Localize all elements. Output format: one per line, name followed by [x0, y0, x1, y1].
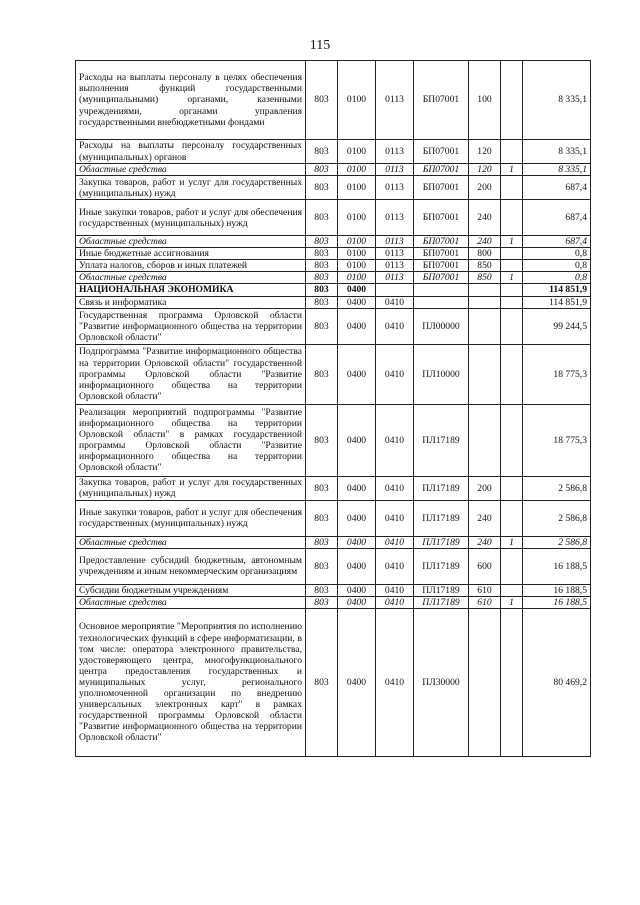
cell-funding-source: [501, 404, 523, 476]
cell-subsection-code: 0113: [376, 272, 414, 284]
cell-target-article: ПЛ17189: [414, 500, 469, 536]
cell-subsection-code: 0410: [376, 308, 414, 344]
table-row: [76, 296, 591, 308]
cell-target-article: ПЛ17189: [414, 596, 469, 608]
cell-section-code: 0100: [338, 236, 376, 248]
table-row: [76, 61, 591, 140]
cell-target-article: БП07001: [414, 200, 469, 236]
cell-target-article: БП07001: [414, 176, 469, 200]
cell-expense-type: 100: [469, 61, 501, 140]
cell-funding-source: [501, 584, 523, 596]
table-row: [76, 260, 591, 272]
cell-name: Областные средства: [76, 236, 306, 248]
cell-expense-type: [469, 308, 501, 344]
cell-expense-type: [469, 404, 501, 476]
cell-amount: 8 335,1: [523, 61, 591, 140]
table-row: [76, 596, 591, 608]
cell-target-article: ПЛ17189: [414, 548, 469, 584]
cell-target-article: БП07001: [414, 272, 469, 284]
cell-expense-type: [469, 608, 501, 756]
cell-funding-source: 1: [501, 536, 523, 548]
cell-funding-source: [501, 176, 523, 200]
cell-subsection-code: 0410: [376, 608, 414, 756]
cell-expense-type: 610: [469, 584, 501, 596]
cell-subsection-code: 0113: [376, 164, 414, 176]
cell-expense-type: 200: [469, 476, 501, 500]
cell-amount: 2 586,8: [523, 536, 591, 548]
cell-amount: 114 851,9: [523, 296, 591, 308]
cell-department-code: 803: [306, 260, 338, 272]
cell-amount: 18 775,3: [523, 344, 591, 404]
table-row: [76, 164, 591, 176]
cell-amount: 8 335,1: [523, 140, 591, 164]
cell-section-code: 0400: [338, 500, 376, 536]
cell-expense-type: 240: [469, 200, 501, 236]
cell-section-code: 0400: [338, 284, 376, 296]
cell-target-article: ПЛ17189: [414, 584, 469, 596]
table-row: [76, 548, 591, 584]
cell-target-article: ПЛ30000: [414, 608, 469, 756]
cell-target-article: ПЛ17189: [414, 404, 469, 476]
cell-subsection-code: 0113: [376, 248, 414, 260]
cell-expense-type: 610: [469, 596, 501, 608]
cell-department-code: 803: [306, 404, 338, 476]
cell-funding-source: 1: [501, 164, 523, 176]
cell-target-article: ПЛ17189: [414, 536, 469, 548]
cell-amount: 16 188,5: [523, 596, 591, 608]
cell-department-code: 803: [306, 164, 338, 176]
cell-section-code: 0400: [338, 584, 376, 596]
cell-name: Предоставление субсидий бюджетным, автономным учреждениям и иным некоммерческим организациям: [76, 548, 306, 584]
table-row: [76, 344, 591, 404]
cell-amount: 18 775,3: [523, 404, 591, 476]
cell-section-code: 0400: [338, 596, 376, 608]
cell-section-code: 0400: [338, 536, 376, 548]
cell-target-article: БП07001: [414, 164, 469, 176]
cell-name: Областные средства: [76, 536, 306, 548]
cell-section-code: 0100: [338, 260, 376, 272]
cell-subsection-code: 0410: [376, 500, 414, 536]
cell-name: Областные средства: [76, 164, 306, 176]
table-row: [76, 176, 591, 200]
cell-amount: 0,8: [523, 260, 591, 272]
cell-section-code: 0400: [338, 608, 376, 756]
cell-name: Закупка товаров, работ и услуг для государственных (муниципальных) нужд: [76, 176, 306, 200]
cell-amount: 0,8: [523, 248, 591, 260]
cell-funding-source: [501, 260, 523, 272]
cell-section-code: 0100: [338, 200, 376, 236]
cell-name: Иные закупки товаров, работ и услуг для обеспечения государственных (муниципальных) нужд: [76, 200, 306, 236]
cell-subsection-code: 0410: [376, 344, 414, 404]
cell-subsection-code: 0410: [376, 404, 414, 476]
cell-expense-type: [469, 344, 501, 404]
cell-subsection-code: 0113: [376, 176, 414, 200]
cell-name: Иные закупки товаров, работ и услуг для обеспечения государственных (муниципальных) нужд: [76, 500, 306, 536]
cell-subsection-code: 0410: [376, 536, 414, 548]
cell-amount: 687,4: [523, 236, 591, 248]
cell-department-code: 803: [306, 584, 338, 596]
cell-name: Субсидии бюджетным учреждениям: [76, 584, 306, 596]
cell-name: Областные средства: [76, 596, 306, 608]
table-row: [76, 500, 591, 536]
cell-name: Государственная программа Орловской области "Развитие информационного общества на территории Орловской области": [76, 308, 306, 344]
table-row: [76, 248, 591, 260]
cell-subsection-code: [376, 284, 414, 296]
cell-subsection-code: 0410: [376, 548, 414, 584]
cell-target-article: [414, 284, 469, 296]
cell-department-code: 803: [306, 140, 338, 164]
cell-funding-source: [501, 61, 523, 140]
cell-subsection-code: 0113: [376, 140, 414, 164]
cell-name: Подпрограмма "Развитие информационного общества на территории Орловской области" государственной программы Орловской области "Развитие информационного общества на территории Орловской области": [76, 344, 306, 404]
cell-department-code: 803: [306, 200, 338, 236]
cell-department-code: 803: [306, 176, 338, 200]
cell-expense-type: [469, 284, 501, 296]
cell-department-code: 803: [306, 248, 338, 260]
cell-expense-type: 800: [469, 248, 501, 260]
cell-subsection-code: 0113: [376, 260, 414, 272]
cell-section-code: 0400: [338, 548, 376, 584]
cell-section-code: 0100: [338, 140, 376, 164]
table-row: [76, 536, 591, 548]
cell-department-code: 803: [306, 500, 338, 536]
cell-section-code: 0100: [338, 164, 376, 176]
cell-name: Закупка товаров, работ и услуг для государственных (муниципальных) нужд: [76, 476, 306, 500]
cell-subsection-code: 0410: [376, 596, 414, 608]
cell-name: Областные средства: [76, 272, 306, 284]
table-row: [76, 608, 591, 756]
cell-funding-source: 1: [501, 236, 523, 248]
cell-section-code: 0400: [338, 296, 376, 308]
table-row: [76, 476, 591, 500]
cell-name: Уплата налогов, сборов и иных платежей: [76, 260, 306, 272]
cell-funding-source: [501, 200, 523, 236]
cell-department-code: 803: [306, 344, 338, 404]
cell-target-article: БП07001: [414, 140, 469, 164]
cell-section-code: 0400: [338, 404, 376, 476]
table-row: [76, 200, 591, 236]
cell-section-code: 0100: [338, 248, 376, 260]
cell-name: НАЦИОНАЛЬНАЯ ЭКОНОМИКА: [76, 284, 306, 296]
cell-department-code: 803: [306, 296, 338, 308]
cell-expense-type: 120: [469, 140, 501, 164]
cell-expense-type: 600: [469, 548, 501, 584]
cell-target-article: БП07001: [414, 260, 469, 272]
cell-target-article: БП07001: [414, 236, 469, 248]
cell-section-code: 0100: [338, 272, 376, 284]
cell-target-article: БП07001: [414, 248, 469, 260]
cell-funding-source: [501, 500, 523, 536]
cell-section-code: 0100: [338, 176, 376, 200]
cell-name: Реализация мероприятий подпрограммы "Развитие информационного общества на территории Орловской области" в рамках государственной программы Орловской области "Развитие информационного общества на территории Орловской области": [76, 404, 306, 476]
cell-target-article: ПЛ17189: [414, 476, 469, 500]
cell-subsection-code: 0113: [376, 61, 414, 140]
cell-department-code: 803: [306, 476, 338, 500]
cell-amount: 16 188,5: [523, 548, 591, 584]
cell-expense-type: 240: [469, 500, 501, 536]
cell-department-code: 803: [306, 61, 338, 140]
cell-amount: 8 335,1: [523, 164, 591, 176]
cell-department-code: 803: [306, 308, 338, 344]
cell-name: Расходы на выплаты персоналу в целях обеспечения выполнения функций государственными (муниципальными) органами, казенными учреждениями, органами управления государственными внебюджетными фондами: [76, 61, 306, 140]
table-row: [76, 272, 591, 284]
cell-department-code: 803: [306, 548, 338, 584]
cell-department-code: 803: [306, 284, 338, 296]
cell-expense-type: 240: [469, 236, 501, 248]
cell-section-code: 0100: [338, 61, 376, 140]
table-row: [76, 284, 591, 296]
cell-funding-source: [501, 296, 523, 308]
cell-funding-source: 1: [501, 596, 523, 608]
cell-amount: 687,4: [523, 200, 591, 236]
cell-subsection-code: 0113: [376, 236, 414, 248]
cell-name: Расходы на выплаты персоналу государственных (муниципальных) органов: [76, 140, 306, 164]
cell-expense-type: 850: [469, 272, 501, 284]
cell-funding-source: [501, 608, 523, 756]
cell-funding-source: [501, 248, 523, 260]
cell-subsection-code: 0410: [376, 476, 414, 500]
cell-department-code: 803: [306, 236, 338, 248]
cell-expense-type: 120: [469, 164, 501, 176]
page-number: 115: [309, 38, 331, 53]
cell-expense-type: 240: [469, 536, 501, 548]
cell-amount: 2 586,8: [523, 500, 591, 536]
cell-name: Основное мероприятие "Мероприятия по исполнению технологических функций в сфере информатизации, в том числе: оператора электронного правительства, удостоверяющего центра, многофункционального центра предоставления государственных и муниципальных услуг, регионального уполномоченной организации по внедрению универсальных электронных карт" в рамках государственной программы Орловской области "Развитие информационного общества на территории Орловской области": [76, 608, 306, 756]
cell-target-article: [414, 296, 469, 308]
cell-name: Связь и информатика: [76, 296, 306, 308]
budget-table-body: [76, 61, 591, 757]
cell-expense-type: 200: [469, 176, 501, 200]
cell-subsection-code: 0113: [376, 200, 414, 236]
cell-section-code: 0400: [338, 344, 376, 404]
cell-funding-source: [501, 284, 523, 296]
cell-target-article: БП07001: [414, 61, 469, 140]
table-row: [76, 404, 591, 476]
cell-amount: 0,8: [523, 272, 591, 284]
cell-expense-type: 850: [469, 260, 501, 272]
cell-amount: 99 244,5: [523, 308, 591, 344]
cell-amount: 80 469,2: [523, 608, 591, 756]
cell-amount: 2 586,8: [523, 476, 591, 500]
cell-amount: 687,4: [523, 176, 591, 200]
cell-funding-source: 1: [501, 272, 523, 284]
cell-funding-source: [501, 548, 523, 584]
cell-funding-source: [501, 344, 523, 404]
table-row: [76, 308, 591, 344]
cell-subsection-code: 0410: [376, 296, 414, 308]
cell-section-code: 0400: [338, 476, 376, 500]
cell-target-article: ПЛ00000: [414, 308, 469, 344]
cell-target-article: ПЛ10000: [414, 344, 469, 404]
cell-department-code: 803: [306, 272, 338, 284]
budget-table: [75, 60, 591, 757]
cell-department-code: 803: [306, 608, 338, 756]
table-row: [76, 236, 591, 248]
cell-amount: 16 188,5: [523, 584, 591, 596]
cell-section-code: 0400: [338, 308, 376, 344]
cell-funding-source: [501, 476, 523, 500]
cell-department-code: 803: [306, 596, 338, 608]
cell-name: Иные бюджетные ассигнования: [76, 248, 306, 260]
table-row: [76, 584, 591, 596]
cell-funding-source: [501, 140, 523, 164]
cell-funding-source: [501, 308, 523, 344]
cell-department-code: 803: [306, 536, 338, 548]
cell-subsection-code: 0410: [376, 584, 414, 596]
cell-amount: 114 851,9: [523, 284, 591, 296]
table-row: [76, 140, 591, 164]
cell-expense-type: [469, 296, 501, 308]
